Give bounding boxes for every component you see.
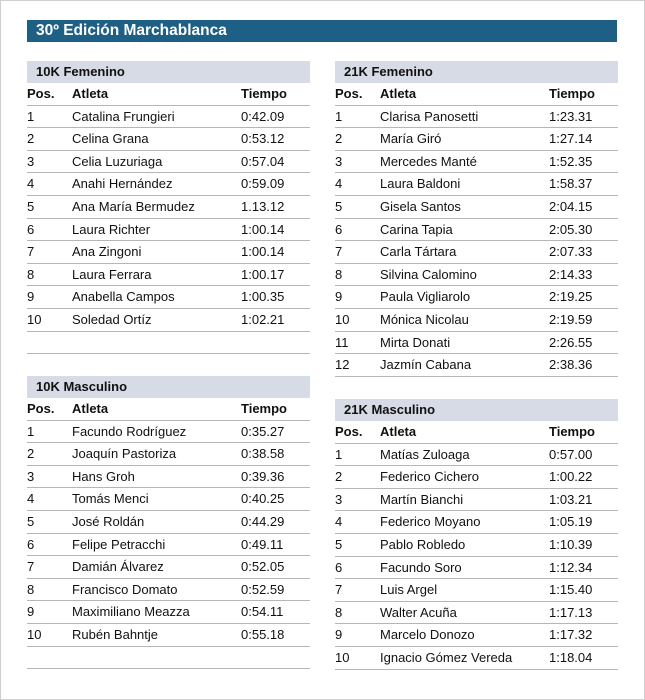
time-cell: 1:02.21	[241, 311, 285, 327]
athlete-cell: Laura Ferrara	[72, 266, 152, 282]
time-cell: 0:49.11	[241, 536, 284, 552]
athlete-cell: Damián Álvarez	[72, 559, 164, 575]
time-cell: 1:17.13	[549, 604, 593, 620]
position-cell: 8	[27, 581, 35, 597]
table-row	[335, 106, 618, 129]
time-cell: 0:44.29	[241, 513, 285, 529]
table-row	[27, 264, 310, 287]
time-cell: 1:10.39	[549, 536, 593, 552]
page-title: 30º Edición Marchablanca	[27, 20, 617, 42]
position-cell: 9	[335, 289, 343, 305]
table-row	[335, 534, 618, 557]
time-cell: 0:39.36	[241, 468, 285, 484]
athlete-cell: Pablo Robledo	[380, 536, 466, 552]
time-header: Tiempo	[241, 401, 287, 416]
table-row	[27, 196, 310, 219]
athlete-cell: Mirta Donati	[380, 334, 451, 350]
table-row	[335, 647, 618, 670]
athlete-cell: Federico Cichero	[380, 469, 479, 485]
athlete-cell: Facundo Soro	[380, 559, 462, 575]
athlete-cell: Hans Groh	[72, 468, 135, 484]
table-row	[335, 128, 618, 151]
athlete-cell: Tomás Menci	[72, 491, 149, 507]
table-row	[335, 286, 618, 309]
time-cell: 1:27.14	[549, 131, 593, 147]
table-row	[335, 489, 618, 512]
athlete-cell: Carina Tapia	[380, 221, 453, 237]
time-cell: 1:58.37	[549, 176, 593, 192]
table-row	[27, 219, 310, 242]
athlete-header: Atleta	[72, 401, 109, 416]
position-cell: 7	[27, 559, 35, 575]
table-header-row	[27, 398, 310, 421]
time-cell: 2:19.25	[549, 289, 593, 305]
position-cell: 5	[27, 198, 35, 214]
table-header-row	[335, 421, 618, 444]
athlete-header: Atleta	[380, 86, 417, 101]
time-cell: 2:05.30	[549, 221, 593, 237]
empty-row	[27, 647, 310, 670]
pos-header: Pos.	[27, 86, 55, 101]
pos-header: Pos.	[335, 424, 363, 439]
athlete-cell: Matías Zuloaga	[380, 446, 470, 462]
athlete-cell: Federico Moyano	[380, 514, 481, 530]
time-cell: 1:17.32	[549, 627, 593, 643]
athlete-cell: Anabella Campos	[72, 289, 175, 305]
position-cell: 6	[335, 221, 343, 237]
position-cell: 7	[335, 582, 343, 598]
position-cell: 3	[27, 153, 35, 169]
position-cell: 2	[335, 131, 343, 147]
time-cell: 1:05.19	[549, 514, 593, 530]
table-row	[335, 173, 618, 196]
position-cell: 1	[27, 108, 35, 124]
section-title: 10K Masculino	[27, 376, 310, 398]
athlete-cell: Catalina Frungieri	[72, 108, 175, 124]
athlete-cell: Marcelo Donozo	[380, 627, 475, 643]
athlete-cell: Ignacio Gómez Vereda	[380, 649, 513, 665]
table-row	[335, 241, 618, 264]
time-cell: 1:00.14	[241, 244, 285, 260]
section-21k-masculino	[335, 399, 618, 670]
time-cell: 0:57.04	[241, 153, 285, 169]
table-row	[27, 128, 310, 151]
athlete-cell: Maximiliano Meazza	[72, 604, 190, 620]
position-cell: 12	[335, 357, 350, 373]
position-cell: 11	[335, 334, 349, 350]
position-cell: 2	[27, 131, 35, 147]
time-cell: 0:57.00	[549, 446, 593, 462]
time-cell: 1:12.34	[549, 559, 593, 575]
position-cell: 2	[335, 469, 343, 485]
position-cell: 7	[27, 244, 35, 260]
table-row	[27, 579, 310, 602]
time-cell: 1:00.17	[241, 266, 285, 282]
table-row	[27, 443, 310, 466]
table-row	[27, 106, 310, 129]
table-row	[335, 196, 618, 219]
table-row	[27, 173, 310, 196]
table-row	[335, 602, 618, 625]
time-cell: 0:38.58	[241, 446, 285, 462]
time-cell: 0:42.09	[241, 108, 285, 124]
time-cell: 2:07.33	[549, 244, 593, 260]
time-cell: 2:19.59	[549, 311, 593, 327]
time-cell: 1:00.14	[241, 221, 285, 237]
athlete-cell: Laura Baldoni	[380, 176, 461, 192]
position-cell: 8	[335, 266, 343, 282]
table-row	[335, 332, 618, 355]
athlete-cell: Rubén Bahntje	[72, 626, 159, 642]
table-row	[335, 354, 618, 377]
time-cell: 0:53.12	[241, 131, 285, 147]
table-row	[27, 286, 310, 309]
table-row	[27, 309, 310, 332]
position-cell: 7	[335, 244, 343, 260]
table-row	[335, 579, 618, 602]
table-row	[27, 534, 310, 557]
section-title: 10K Femenino	[27, 61, 310, 83]
time-cell: 0:59.09	[241, 176, 285, 192]
position-cell: 5	[335, 198, 343, 214]
time-cell: 0:54.11	[241, 604, 284, 620]
time-cell: 1.13.12	[241, 198, 285, 214]
table-row	[335, 466, 618, 489]
athlete-cell: Ana María Bermudez	[72, 198, 195, 214]
table-row	[335, 511, 618, 534]
position-cell: 1	[27, 423, 35, 439]
time-header: Tiempo	[549, 424, 595, 439]
position-cell: 9	[27, 289, 35, 305]
section-title: 21K Femenino	[335, 61, 618, 83]
time-cell: 1:23.31	[549, 108, 593, 124]
position-cell: 8	[27, 266, 35, 282]
position-cell: 4	[27, 491, 35, 507]
section-title: 21K Masculino	[335, 399, 618, 421]
table-row	[27, 556, 310, 579]
time-header: Tiempo	[241, 86, 287, 101]
table-row	[27, 624, 310, 647]
table-row	[27, 241, 310, 264]
athlete-cell: Ana Zingoni	[72, 244, 142, 260]
position-cell: 4	[335, 176, 343, 192]
table-row	[27, 511, 310, 534]
position-cell: 2	[27, 446, 35, 462]
position-cell: 10	[335, 311, 350, 327]
section-21k-femenino	[335, 61, 618, 377]
athlete-cell: Jazmín Cabana	[380, 357, 472, 373]
athlete-header: Atleta	[380, 424, 417, 439]
athlete-cell: Clarisa Panosetti	[380, 108, 479, 124]
time-cell: 0:35.27	[241, 423, 285, 439]
table-row	[27, 601, 310, 624]
position-cell: 8	[335, 604, 343, 620]
position-cell: 10	[27, 626, 42, 642]
position-cell: 5	[27, 513, 35, 529]
position-cell: 4	[335, 514, 343, 530]
table-row	[335, 557, 618, 580]
time-cell: 0:52.59	[241, 581, 285, 597]
position-cell: 9	[27, 604, 35, 620]
time-cell: 1:15.40	[549, 582, 593, 598]
time-cell: 2:14.33	[549, 266, 593, 282]
athlete-cell: Joaquín Pastoriza	[72, 446, 177, 462]
time-cell: 2:38.36	[549, 357, 593, 373]
athlete-cell: Mónica Nicolau	[380, 311, 469, 327]
pos-header: Pos.	[335, 86, 363, 101]
athlete-cell: Martín Bianchi	[380, 491, 464, 507]
time-cell: 0:52.05	[241, 559, 285, 575]
athlete-cell: Soledad Ortíz	[72, 311, 152, 327]
athlete-cell: Felipe Petracchi	[72, 536, 166, 552]
athlete-header: Atleta	[72, 86, 109, 101]
athlete-cell: Francisco Domato	[72, 581, 178, 597]
athlete-cell: Paula Vigliarolo	[380, 289, 471, 305]
athlete-cell: Gisela Santos	[380, 198, 461, 214]
position-cell: 5	[335, 536, 343, 552]
table-row	[335, 624, 618, 647]
time-cell: 2:26.55	[549, 334, 593, 350]
time-cell: 1:03.21	[549, 491, 593, 507]
athlete-cell: José Roldán	[72, 513, 145, 529]
position-cell: 4	[27, 176, 35, 192]
position-cell: 6	[335, 559, 343, 575]
time-cell: 0:40.25	[241, 491, 285, 507]
time-cell: 1:00.22	[549, 469, 593, 485]
table-row	[335, 309, 618, 332]
time-cell: 2:04.15	[549, 198, 593, 214]
athlete-cell: Celina Grana	[72, 131, 149, 147]
time-header: Tiempo	[549, 86, 595, 101]
athlete-cell: Mercedes Manté	[380, 153, 477, 169]
section-10k-masculino	[27, 376, 310, 669]
position-cell: 10	[27, 311, 42, 327]
table-header-row	[335, 83, 618, 106]
table-header-row	[27, 83, 310, 106]
pos-header: Pos.	[27, 401, 55, 416]
table-row	[27, 466, 310, 489]
athlete-cell: Anahi Hernández	[72, 176, 173, 192]
athlete-cell: María Giró	[380, 131, 442, 147]
athlete-cell: Laura Richter	[72, 221, 151, 237]
athlete-cell: Walter Acuña	[380, 604, 457, 620]
position-cell: 3	[335, 491, 343, 507]
table-row	[335, 219, 618, 242]
position-cell: 6	[27, 536, 35, 552]
table-row	[335, 151, 618, 174]
table-row	[27, 151, 310, 174]
athlete-cell: Carla Tártara	[380, 244, 457, 260]
position-cell: 10	[335, 649, 350, 665]
position-cell: 1	[335, 108, 343, 124]
table-row	[335, 264, 618, 287]
athlete-cell: Luis Argel	[380, 582, 438, 598]
time-cell: 0:55.18	[241, 626, 285, 642]
position-cell: 3	[27, 468, 35, 484]
position-cell: 6	[27, 221, 35, 237]
table-row	[27, 421, 310, 444]
table-row	[27, 488, 310, 511]
time-cell: 1:52.35	[549, 153, 593, 169]
position-cell: 1	[335, 446, 343, 462]
section-10k-femenino	[27, 61, 310, 354]
time-cell: 1:00.35	[241, 289, 285, 305]
athlete-cell: Silvina Calomino	[380, 266, 477, 282]
athlete-cell: Celia Luzuriaga	[72, 153, 163, 169]
position-cell: 9	[335, 627, 343, 643]
position-cell: 3	[335, 153, 343, 169]
athlete-cell: Facundo Rodríguez	[72, 423, 187, 439]
table-row	[335, 444, 618, 467]
empty-row	[27, 332, 310, 355]
time-cell: 1:18.04	[549, 649, 593, 665]
